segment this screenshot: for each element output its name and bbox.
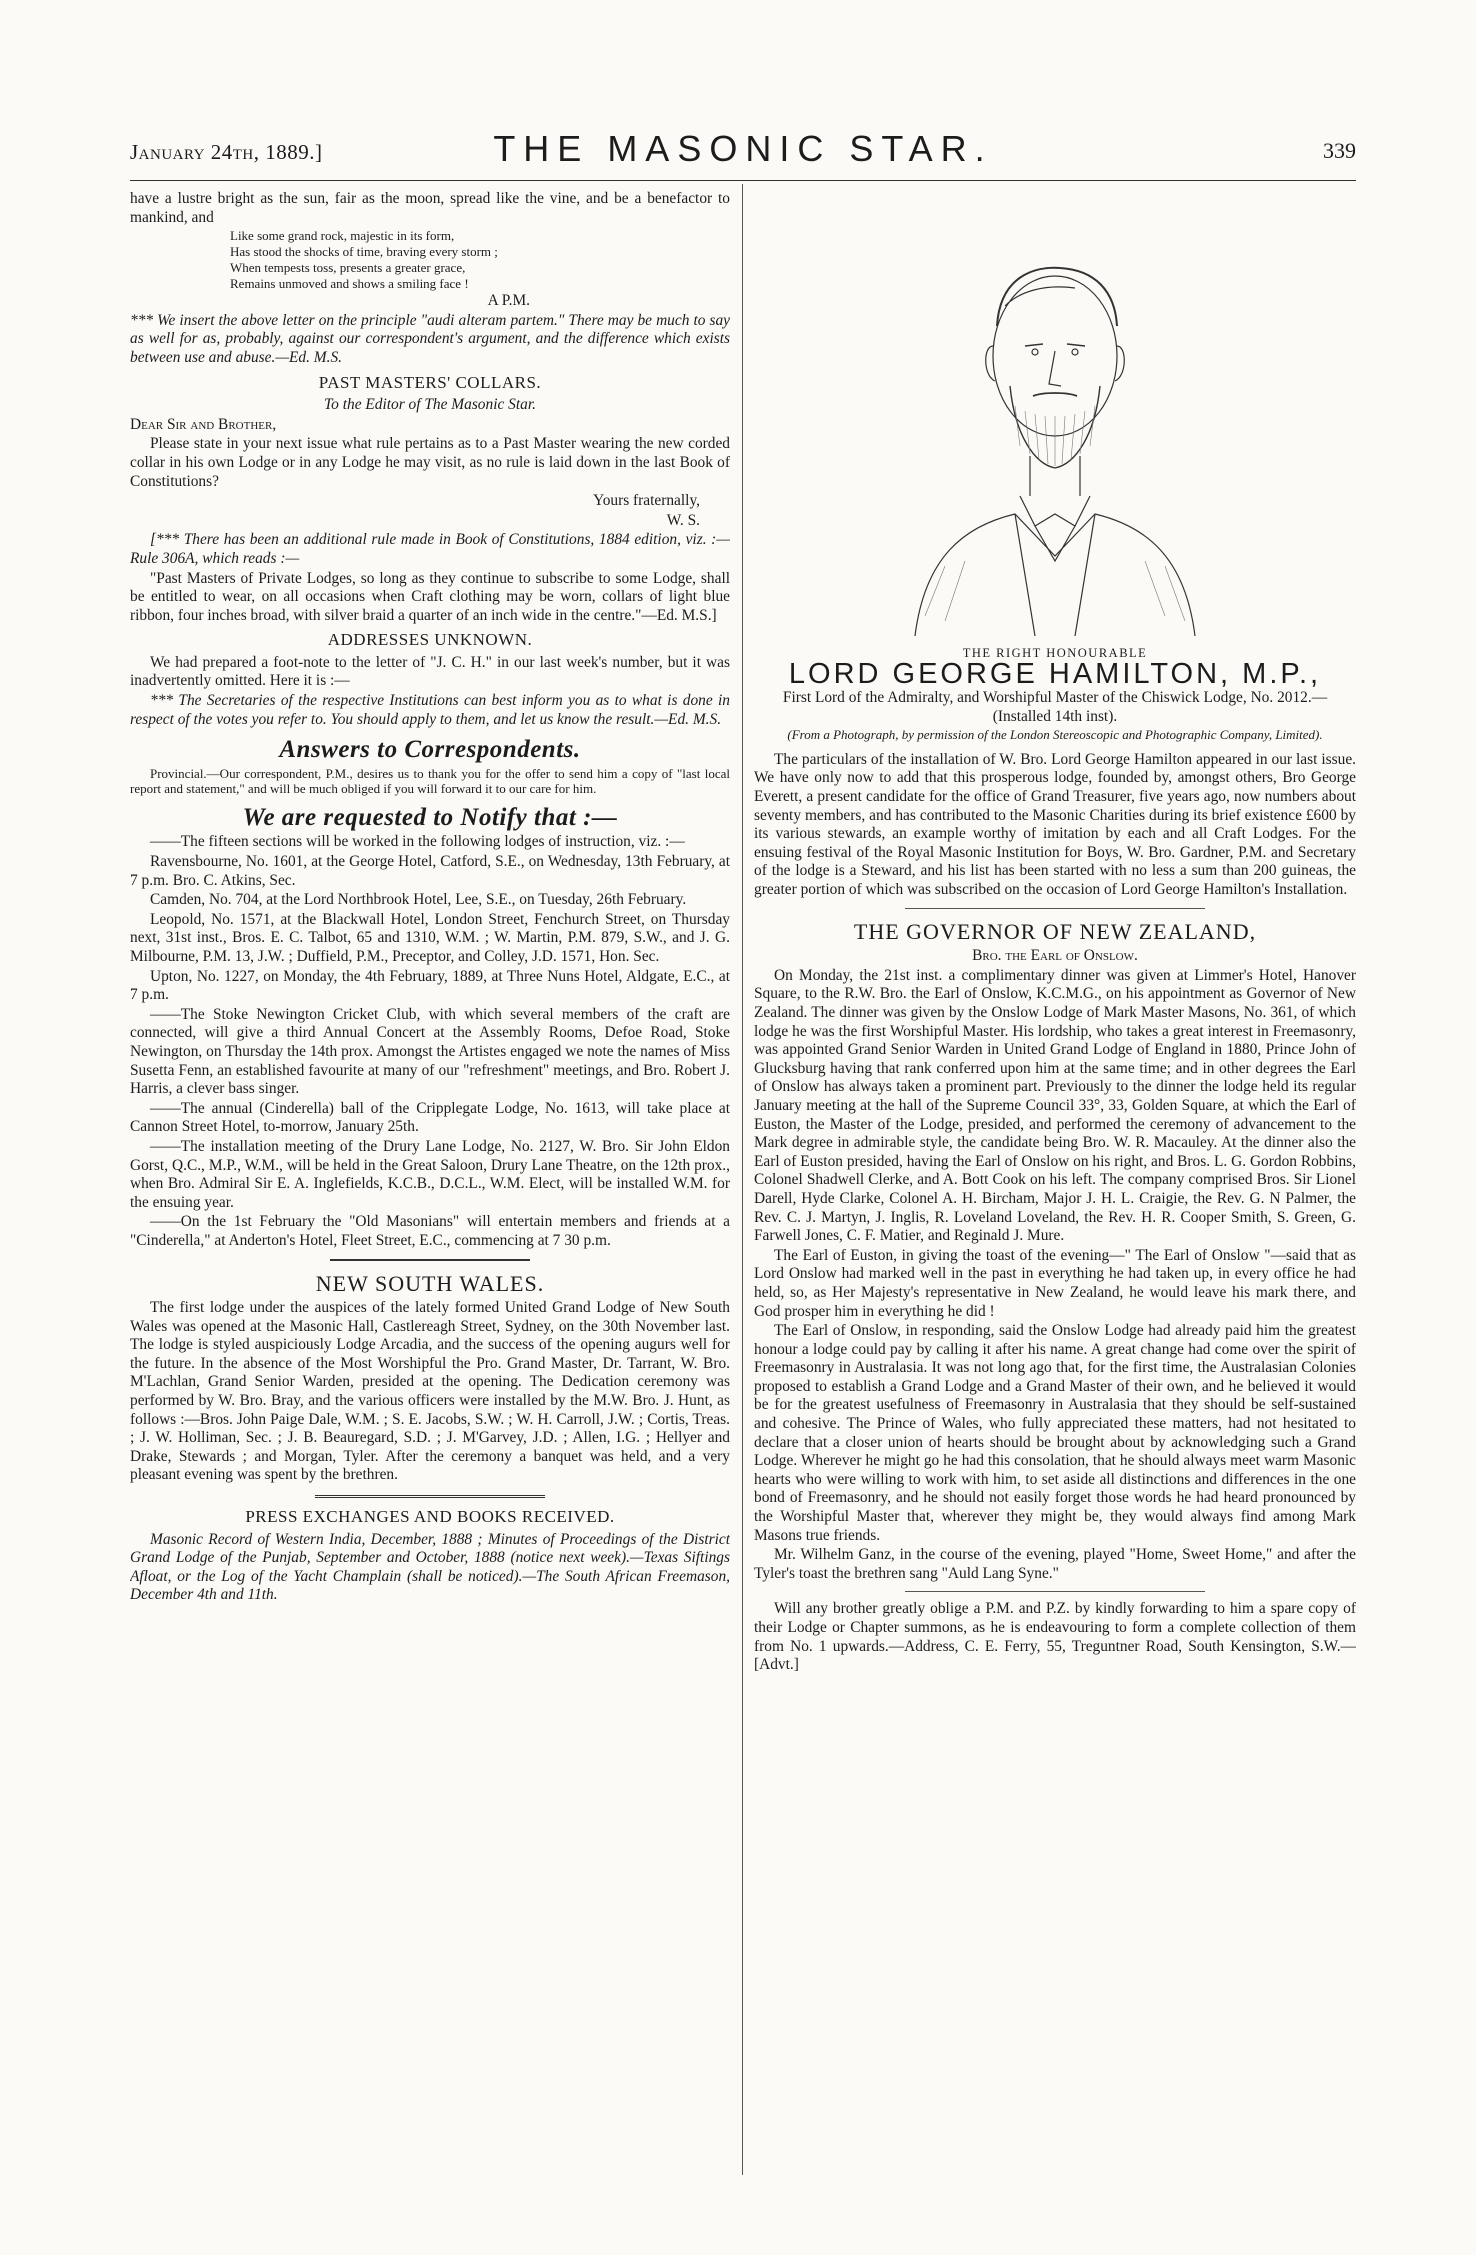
lodge-of-instruction-item: Upton, No. 1227, on Monday, the 4th February, 1889, at Three Nuns Hotel, Aldgate, E.C., at 7 p.m. [130,967,730,1004]
governor-paragraph: The Earl of Onslow, in responding, said the Onslow Lodge had already paid him the greatest honour a lodge could pay by calling it after his name. A great change had come over the spirit of Freemasonry in Australasia. It was not long ago that, for the first time, the Australasian Colonies proposed to establish a Grand Lodge and a Grand Master of their own, and he believed it would be for the greatest usefulness of Freemasonry in Australasia that they should be self-sustained and cohesive. The Prince of Wales, who fully appreciated these matters, had not hesitated to declare that a closer union of hearts should be brought about by acknowledging such a Grand Lodge. Wherever he might go he had this consolation, that he should always meet warm Masonic hearts who were willing to work with him, to set aside all distinctions and differences in the one bond of Freemasonry, and he should not easily forget those words he had heard pronounced by the Worshipful Master that, wherever they might be, they would always find among Mark Masons true friends. [754,1322,1356,1544]
intro-text: have a lustre bright as the sun, fair as the moon, spread like the vine, and be a benefactor to mankind, and [130,190,730,226]
collars-editor-note: [*** There has been an additional rule made in Book of Constitutions, 1884 edition, viz. :—Rule 306A, which reads :— [130,531,730,567]
lodge-of-instruction-item: Ravensbourne, No. 1601, at the George Hotel, Catford, S.E., on Wednesday, 13th February, at 7 p.m. Bro. C. Atkins, Sec. [130,853,730,889]
editor-note: *** We insert the above letter on the principle "audi alteram partem." There may be much to say as well for as, probably, against our correspondent's argument, and the difference which exists between use and abuse.—Ed. M.S. [130,311,730,366]
collars-rule-text: "Past Masters of Private Lodges, so long as they continue to subscribe to some Lodge, shall be entitled to wear, on all occasions when Craft clothing may be worn, collars of light blue ribbon, four inches broad, with silver braid a quarter of an inch wide in the centre."—Ed. M.S.] [130,569,730,624]
notice-paragraph: ——On the 1st February the "Old Masonians" will entertain members and friends at a "Cinderella," at Anderton's Hotel, Fleet Street, E.C., commencing at 7 30 p.m. [130,1213,730,1249]
nsw-heading: NEW SOUTH WALES. [315,1270,545,1296]
notify-heading: We are requested to Notify that :— [242,803,618,831]
portrait-caption-name: LORD GEORGE HAMILTON, M.P., [788,657,1322,690]
verse-line: Remains unmoved and shows a smiling face ! [230,276,469,292]
notice-paragraph: ——The annual (Cinderella) ball of the Cripplegate Lodge, No. 1613, will take place at Cannon Street Hotel, to-morrow, January 25th. [130,1099,730,1136]
press-heading: PRESS EXCHANGES AND BOOKS RECEIVED. [245,1507,615,1527]
header-rule [130,180,1356,181]
governor-paragraph: On Monday, the 21st inst. a complimentary dinner was given at Limmer's Hotel, Hanover Square, to the R.W. Bro. the Earl of Onslow, K.C.M.G., on his appointment as Governor of New Zealand. The dinner was given by the Onslow Lodge of Mark Master Masons, No. 361, of which lodge he was the first Worshipful Master. His lordship, who takes a great interest in Freemasonry, was appointed Grand Senior Warden in United Grand Lodge of England in 1880, Prince John of Glucksburg having that rank conferred upon him at the same time; and in other degrees the Earl of Onslow has always taken a prominent part. Previously to the dinner the lodge held its regular January meeting at the hall of the Supreme Council 33°, 33, Golden Square, at which the Earl of Euston, the Master of the Lodge, presided, and performed the ceremony of advancement to the Mark degree in admirable style, the candidate being Bro. W. R. Macauley. At the dinner also the Earl of Euston presided, having the Earl of Onslow on his right, and Bros. L. G. Gordon Robbins, Colonel Shadwell Clerke, and A. Bott Cook on his left. The company comprised Bros. Sir Lionel Darell, Hyde Clarke, Colonel A. H. Bircham, Major J. H. L. Craigie, the Rev. G. N Palmer, the Rev. C. J. Martyn, J. Inglis, R. Loveland Loveland, the Rev. H. R. Cooper Smith, S. Green, G. Farwell Jones, C. F. Matier, and Reginald J. Mure. [754,966,1356,1245]
notice-paragraph: ——The installation meeting of the Drury Lane Lodge, No. 2127, W. Bro. Sir John Eldon Gorst, Q.C., M.P., W.M., will be held in the Great Saloon, Drury Lane Theatre, on the 12th prox., when Bro. Admiral Sir E. A. Inglefields, K.C.B., D.C.L., W.M. Elect, will be installed W.M. for the ensuing year. [130,1137,730,1211]
notify-intro: ——The fifteen sections will be worked in the following lodges of instruction, viz. :— [150,833,685,851]
governor-paragraph: The Earl of Euston, in giving the toast of the evening—" The Earl of Onslow "—said that as Lord Onslow had marked well in the past in everything he had taken up, in every office he had held, so, as Her Majesty's representative in New Zealand, he would leave his mark there, and God prosper him in everything he did ! [754,1246,1356,1320]
verse-line: Like some grand rock, majestic in its form, [230,228,455,244]
collars-addressee: To the Editor of The Masonic Star. [324,396,536,414]
addresses-heading: ADDRESSES UNKNOWN. [327,630,533,650]
section-rule [315,1495,545,1498]
portrait-credit: (From a Photograph, by permission of the London Stereoscopic and Photographic Company, Limited). [787,727,1323,743]
collars-heading: PAST MASTERS' COLLARS. [318,372,542,392]
portrait-caption-office: First Lord of the Admiralty, and Worshipful Master of the Chiswick Lodge, No. 2012.—(Installed 14th inst). [782,689,1328,725]
collars-closing: Yours fraternally, [593,492,700,510]
page-number: 339 [1323,138,1356,163]
notice-paragraph: ——The Stoke Newington Cricket Club, with which several members of the craft are connected, will give a third Annual Concert at the Assembly Rooms, Defoe Road, Stoke Newington, on Thursday the 14th prox. Amongst the Artistes engaged we note the names of Miss Susetta Fenn, an established favourite at many of our "refreshment" meetings, and Bro. Robert J. Harris, a clever bass singer. [130,1005,730,1098]
governor-subheading: Bro. the Earl of Onslow. [972,947,1138,965]
governor-paragraph: Mr. Wilhelm Ganz, in the course of the evening, played "Home, Sweet Home," and after the Tyler's toast the brethren sang "Auld Lang Syne." [754,1546,1356,1582]
nsw-body: The first lodge under the auspices of the lately formed United Grand Lodge of New South Wales was opened at the Masonic Hall, Castlereagh Street, Sydney, on the 30th November last. The lodge is styled auspiciously Lodge Arcadia, and the success of the opening augurs well for the future. In the absence of the Most Worshipful the Pro. Grand Master, Dr. Tarrant, W. Bro. M'Lachlan, Grand Senior Warden, presided at the opening. The Dedication ceremony was performed by W. Bro. Bray, and the various officers were installed by the M.W. Bro. J. Hunt, as follows :—Bros. John Paige Dale, W.M. ; S. E. Jacobs, S.W. ; W. H. Carroll, J.W. ; Cortis, Treas. ; J. W. Holliman, Sec. ; J. B. Beauregard, S.D. ; J. M'Garvey, J.D. ; Allen, I.G. ; Hellyer and Drake, Stewards ; and Morgan, Tyler. After the ceremony a banquet was held, and a very pleasant evening was spent by the brethren. [130,1299,730,1484]
lodge-of-instruction-item: Leopold, No. 1571, at the Blackwall Hotel, London Street, Fenchurch Street, on Thursday next, 31st inst., Bros. E. C. Talbot, 65 and 1310, W.M. ; W. Martin, P.M. 879, S.W., and J. G. Milbourne, P.M. 13, J.W. ; Duffield, P.M., Preceptor, and Colley, J.D. 1571, Hon. Sec. [130,910,730,965]
verse-line: When tempests toss, presents a greater grace, [230,260,466,276]
portrait-engraving [885,196,1225,636]
collars-signature: W. S. [666,511,700,529]
portrait-caption-honorific: THE RIGHT HONOURABLE [962,646,1148,660]
answers-body: Provincial.—Our correspondent, P.M., desires us to thank you for the offer to send him a copy of "last local report and statement," and will be much obliged if you will forward it to our care for him. [130,765,730,797]
left-column [130,190,730,2185]
verse-line: Has stood the shocks of time, braving every storm ; [230,244,498,260]
section-rule [905,1591,1205,1592]
collars-salutation: Dear Sir and Brother, [130,415,277,433]
addresses-editor-note: *** The Secretaries of the respective Institutions can best inform you as to what is done in respect of the votes you refer to. You should apply to them, and let us know the result.—Ed. M.S. [130,692,730,728]
collars-body: Please state in your next issue what rule pertains as to a Past Master wearing the new corded collar in his own Lodge or in any Lodge he may visit, as no rule is laid down in the last Book of Constitutions? [130,435,730,490]
page-header [130,128,1356,178]
column-divider [742,184,743,2175]
installation-body: The particulars of the installation of W. Bro. Lord George Hamilton appeared in our last issue. We have only now to add that this prosperous lodge, founded by, amongst others, Bro George Everett, a present candidate for the office of Grand Treasurer, five years ago, now numbers about seventy members, and has contributed to the Masonic Charities during its brief existence £600 by its various stewards, an example worthy of imitation by each and all Craft Lodges. For the ensuing festival of the Royal Masonic Institution for Boys, W. Bro. Gardner, P.M. and Secretary of the lodge is a Steward, and his list has been started with no less a sum than 200 guineas, the greater portion of which was subscribed on the occasion of Lord George Hamilton's Installation. [754,750,1356,899]
masthead-title: THE MASONIC STAR. [493,128,993,169]
portrait-illustration [885,196,1225,636]
section-rule [905,908,1205,909]
addresses-body: We had prepared a foot-note to the letter of "J. C. H." in our last week's number, but it was inadvertently omitted. Here it is :— [130,653,730,690]
verse-block [130,228,730,291]
verse-signature: A P.M. [487,292,530,310]
section-rule [330,1259,530,1261]
issue-date: January 24th, 1889.] [130,140,323,164]
press-body: Masonic Record of Western India, December, 1888 ; Minutes of Proceedings of the District Grand Lodge of the Punjab, September and October, 1888 (notice next week).—Texas Siftings Afloat, or the Log of the Yacht Champlain (shall be noticed).—The South African Freemason, December 4th and 11th. [130,1530,730,1604]
governor-heading: THE GOVERNOR OF NEW ZEALAND, [853,918,1257,944]
right-column [754,190,1356,2185]
lodge-of-instruction-item: Camden, No. 704, at the Lord Northbrook Hotel, Lee, S.E., on Tuesday, 26th February. [150,891,687,909]
answers-heading: Answers to Correspondents. [279,736,581,764]
advertisement: Will any brother greatly oblige a P.M. and P.Z. by kindly forwarding to him a spare copy of their Lodge or Chapter summons, as he is endeavouring to form a complete collection of them from No. 1 upwards.—Address, C. E. Ferry, 55, Treguntner Road, South Kensington, S.W.—[Advt.] [754,1600,1356,1674]
